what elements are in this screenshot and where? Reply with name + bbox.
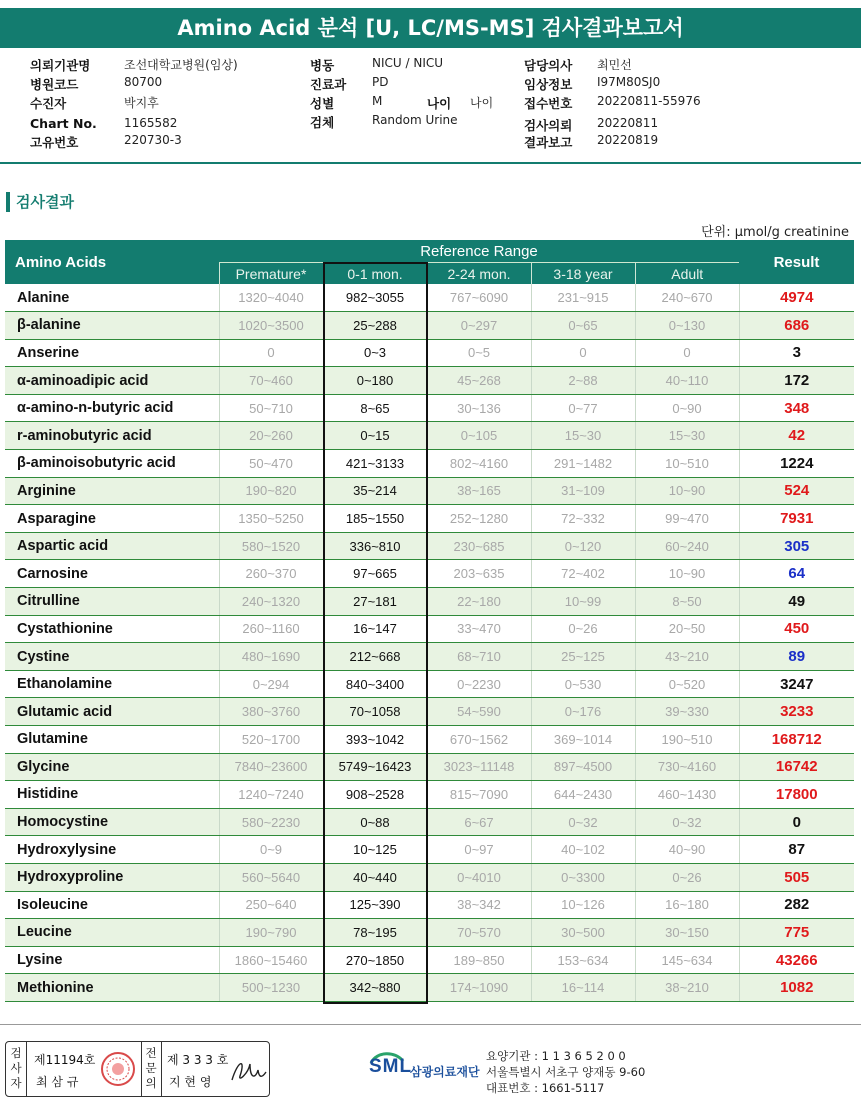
- reference-range-cell: 0~180: [323, 367, 427, 395]
- reference-range-cell: 0~176: [531, 698, 635, 726]
- amino-acid-name: Glycine: [5, 753, 219, 781]
- table-row: [5, 532, 854, 560]
- reference-range-cell: 580~2230: [219, 808, 323, 836]
- reference-range-cell: 185~1550: [323, 505, 427, 533]
- header-2-24-mon: 2-24 mon.: [427, 263, 531, 285]
- reference-range-cell: 1860~15460: [219, 946, 323, 974]
- table-row: [5, 836, 854, 864]
- reference-range-cell: 20~50: [635, 615, 739, 643]
- reference-range-cell: 500~1230: [219, 974, 323, 1002]
- reference-range-cell: 250~640: [219, 891, 323, 919]
- reference-range-cell: 50~710: [219, 394, 323, 422]
- amino-acid-name: Anserine: [5, 339, 219, 367]
- table-row: [5, 615, 854, 643]
- table-row: [5, 422, 854, 450]
- amino-acid-name: Methionine: [5, 974, 219, 1002]
- amino-acid-name: Glutamic acid: [5, 698, 219, 726]
- result-value: 7931: [739, 505, 854, 533]
- reference-range-cell: 982~3055: [323, 284, 427, 312]
- reference-range-cell: 730~4160: [635, 753, 739, 781]
- org-name: 삼광의료재단: [410, 1065, 480, 1079]
- reference-range-cell: 7840~23600: [219, 753, 323, 781]
- result-value: 42: [739, 422, 854, 450]
- reference-range-cell: 0~15: [323, 422, 427, 450]
- org-info-line: 대표번호 : 1661-5117: [486, 1081, 605, 1095]
- divider: [0, 162, 861, 164]
- amino-acid-name: Aspartic acid: [5, 532, 219, 560]
- result-value: 348: [739, 394, 854, 422]
- reference-range-cell: 0: [219, 339, 323, 367]
- table-row: [5, 284, 854, 312]
- table-row: [5, 367, 854, 395]
- reference-range-cell: 25~125: [531, 643, 635, 671]
- table-row: [5, 891, 854, 919]
- org-info-line: 요양기관 : 1 1 3 6 5 2 0 0: [486, 1049, 626, 1063]
- reference-range-cell: 252~1280: [427, 505, 531, 533]
- header-premature: Premature*: [219, 263, 323, 285]
- reference-range-cell: 0~26: [531, 615, 635, 643]
- reference-range-cell: 33~470: [427, 615, 531, 643]
- reference-range-cell: 5749~16423: [323, 753, 427, 781]
- reference-range-cell: 0~32: [635, 808, 739, 836]
- seal-icon: [100, 1051, 136, 1087]
- reference-range-cell: 174~1090: [427, 974, 531, 1002]
- reference-range-cell: 1240~7240: [219, 781, 323, 809]
- amino-acid-name: Ethanolamine: [5, 670, 219, 698]
- reference-range-cell: 25~288: [323, 312, 427, 340]
- reference-range-cell: 212~668: [323, 643, 427, 671]
- reference-range-cell: 38~165: [427, 477, 531, 505]
- reference-range-cell: 153~634: [531, 946, 635, 974]
- reference-range-cell: 1320~4040: [219, 284, 323, 312]
- reference-range-cell: 10~90: [635, 560, 739, 588]
- table-row: [5, 919, 854, 947]
- reference-range-cell: 3023~11148: [427, 753, 531, 781]
- info-value: 1165582: [124, 116, 178, 130]
- reference-range-cell: 145~634: [635, 946, 739, 974]
- result-value: 1224: [739, 450, 854, 478]
- amino-acid-name: r-aminobutyric acid: [5, 422, 219, 450]
- info-value: Random Urine: [372, 113, 458, 127]
- reference-range-cell: 0~32: [531, 808, 635, 836]
- reference-range-cell: 10~125: [323, 836, 427, 864]
- reference-range-cell: 40~90: [635, 836, 739, 864]
- patient-info: [0, 56, 861, 160]
- info-value: PD: [372, 75, 389, 89]
- reference-range-cell: 30~500: [531, 919, 635, 947]
- amino-acid-name: Homocystine: [5, 808, 219, 836]
- org-info-line: 서울특별시 서초구 양재동 9-60: [486, 1065, 646, 1079]
- result-value: 17800: [739, 781, 854, 809]
- reference-range-cell: 0~9: [219, 836, 323, 864]
- result-value: 87: [739, 836, 854, 864]
- reference-range-cell: 72~332: [531, 505, 635, 533]
- table-row: [5, 339, 854, 367]
- table-row: [5, 726, 854, 754]
- info-value: 박지후: [124, 96, 159, 110]
- inspector-name: 최 삼 규: [36, 1075, 79, 1089]
- info-label: 성별: [310, 96, 335, 111]
- reference-range-cell: 0~90: [635, 394, 739, 422]
- reference-range-cell: 336~810: [323, 532, 427, 560]
- reference-range-cell: 70~570: [427, 919, 531, 947]
- inspector-label: 검사자: [10, 1046, 22, 1090]
- info-value: 20220811-55976: [597, 94, 701, 108]
- table-row: [5, 312, 854, 340]
- reference-range-cell: 460~1430: [635, 781, 739, 809]
- reference-range-cell: 16~147: [323, 615, 427, 643]
- reference-range-cell: 16~114: [531, 974, 635, 1002]
- reference-range-cell: 1020~3500: [219, 312, 323, 340]
- reference-range-cell: 0~4010: [427, 863, 531, 891]
- reference-range-cell: 240~670: [635, 284, 739, 312]
- reference-range-cell: 0~26: [635, 863, 739, 891]
- reference-range-cell: 0~3: [323, 339, 427, 367]
- reference-range-cell: 0~65: [531, 312, 635, 340]
- result-value: 775: [739, 919, 854, 947]
- amino-acid-name: β-aminoisobutyric acid: [5, 450, 219, 478]
- reference-range-cell: 30~150: [635, 919, 739, 947]
- amino-acid-name: Hydroxyproline: [5, 863, 219, 891]
- info-label: 접수번호: [524, 96, 573, 111]
- reference-range-cell: 0~297: [427, 312, 531, 340]
- amino-acid-name: Isoleucine: [5, 891, 219, 919]
- reference-range-cell: 0~105: [427, 422, 531, 450]
- info-value: I97M80SJ0: [597, 75, 661, 89]
- reference-range-cell: 840~3400: [323, 670, 427, 698]
- table-row: [5, 808, 854, 836]
- info-label: 임상정보: [524, 77, 573, 92]
- reference-range-cell: 0~530: [531, 670, 635, 698]
- reference-range-cell: 40~102: [531, 836, 635, 864]
- reference-range-cell: 230~685: [427, 532, 531, 560]
- reference-range-cell: 393~1042: [323, 726, 427, 754]
- info-value: 220730-3: [124, 133, 182, 147]
- result-value: 686: [739, 312, 854, 340]
- amino-acid-name: Cystine: [5, 643, 219, 671]
- reference-range-cell: 189~850: [427, 946, 531, 974]
- table-row: [5, 505, 854, 533]
- reference-range-cell: 231~915: [531, 284, 635, 312]
- reference-range-cell: 369~1014: [531, 726, 635, 754]
- reference-range-cell: 10~126: [531, 891, 635, 919]
- info-label: 병동: [310, 58, 335, 73]
- table-row: [5, 974, 854, 1002]
- info-label: 검사의뢰: [524, 118, 573, 133]
- table-row: [5, 670, 854, 698]
- result-value: 172: [739, 367, 854, 395]
- info-label: 결과보고: [524, 135, 573, 150]
- info-label: 의뢰기관명: [30, 58, 91, 73]
- info-label: 검체: [310, 115, 335, 130]
- reference-range-cell: 125~390: [323, 891, 427, 919]
- reference-range-cell: 480~1690: [219, 643, 323, 671]
- result-value: 282: [739, 891, 854, 919]
- reference-range-cell: 260~1160: [219, 615, 323, 643]
- amino-acid-name: Asparagine: [5, 505, 219, 533]
- reference-range-cell: 20~260: [219, 422, 323, 450]
- header-result: Result: [739, 240, 854, 284]
- reference-range-cell: 0~77: [531, 394, 635, 422]
- unit-note: 단위: μmol/g creatinine: [701, 225, 849, 240]
- reference-range-cell: 380~3760: [219, 698, 323, 726]
- results-table: [5, 240, 854, 1002]
- report-title: Amino Acid 분석 [U, LC/MS-MS] 검사결과보고서: [0, 8, 861, 48]
- amino-acid-name: Glutamine: [5, 726, 219, 754]
- result-value: 168712: [739, 726, 854, 754]
- reference-range-cell: 0: [531, 339, 635, 367]
- reference-range-cell: 802~4160: [427, 450, 531, 478]
- result-value: 64: [739, 560, 854, 588]
- reference-range-cell: 50~470: [219, 450, 323, 478]
- amino-acid-name: Carnosine: [5, 560, 219, 588]
- reference-range-cell: 342~880: [323, 974, 427, 1002]
- reference-range-cell: 0~97: [427, 836, 531, 864]
- inspector-license: 제11194호: [34, 1053, 96, 1067]
- reference-range-cell: 0~120: [531, 532, 635, 560]
- info-label: 진료과: [310, 77, 347, 92]
- reference-range-cell: 560~5640: [219, 863, 323, 891]
- reference-range-cell: 0~130: [635, 312, 739, 340]
- table-row: [5, 698, 854, 726]
- info-value: 20220811: [597, 116, 659, 130]
- reference-range-cell: 10~99: [531, 588, 635, 616]
- header-0-1-mon: 0-1 mon.: [323, 263, 427, 285]
- result-value: 505: [739, 863, 854, 891]
- reference-range-cell: 40~440: [323, 863, 427, 891]
- reference-range-cell: 27~181: [323, 588, 427, 616]
- result-value: 89: [739, 643, 854, 671]
- physician-name: 지 현 영: [169, 1075, 212, 1089]
- reference-range-cell: 767~6090: [427, 284, 531, 312]
- reference-range-cell: 0~294: [219, 670, 323, 698]
- reference-range-cell: 38~210: [635, 974, 739, 1002]
- reference-range-cell: 60~240: [635, 532, 739, 560]
- reference-range-cell: 0~3300: [531, 863, 635, 891]
- amino-acid-name: Cystathionine: [5, 615, 219, 643]
- physician-license: 제 3 3 3 호: [167, 1053, 229, 1067]
- reference-range-cell: 16~180: [635, 891, 739, 919]
- info-label: 수진자: [30, 96, 67, 111]
- reference-range-cell: 203~635: [427, 560, 531, 588]
- amino-acid-name: β-alanine: [5, 312, 219, 340]
- amino-acid-name: Citrulline: [5, 588, 219, 616]
- info-value: NICU / NICU: [372, 56, 444, 70]
- reference-range-cell: 22~180: [427, 588, 531, 616]
- amino-acid-name: Histidine: [5, 781, 219, 809]
- info-label: 고유번호: [30, 135, 79, 150]
- result-value: 3233: [739, 698, 854, 726]
- reference-range-cell: 190~820: [219, 477, 323, 505]
- table-row: [5, 477, 854, 505]
- reference-range-cell: 15~30: [531, 422, 635, 450]
- result-value: 0: [739, 808, 854, 836]
- amino-acid-name: α-aminoadipic acid: [5, 367, 219, 395]
- result-value: 3247: [739, 670, 854, 698]
- header-amino-acids: Amino Acids: [5, 240, 219, 284]
- table-row: [5, 450, 854, 478]
- info-value: M: [372, 94, 383, 108]
- reference-range-cell: 40~110: [635, 367, 739, 395]
- reference-range-cell: 70~1058: [323, 698, 427, 726]
- reference-range-cell: 54~590: [427, 698, 531, 726]
- table-row: [5, 394, 854, 422]
- amino-acid-name: Arginine: [5, 477, 219, 505]
- table-row: [5, 781, 854, 809]
- info-value: 조선대학교병원(임상): [124, 58, 238, 72]
- reference-range-cell: 72~402: [531, 560, 635, 588]
- header-3-18-year: 3-18 year: [531, 263, 635, 285]
- amino-acid-name: Alanine: [5, 284, 219, 312]
- physician-label: 전문의: [145, 1046, 157, 1090]
- reference-range-cell: 580~1520: [219, 532, 323, 560]
- reference-range-cell: 31~109: [531, 477, 635, 505]
- amino-acid-name: Leucine: [5, 919, 219, 947]
- info-label: Chart No.: [30, 116, 97, 131]
- reference-range-cell: 99~470: [635, 505, 739, 533]
- reference-range-cell: 0~520: [635, 670, 739, 698]
- reference-range-cell: 39~330: [635, 698, 739, 726]
- result-value: 3: [739, 339, 854, 367]
- table-row: [5, 588, 854, 616]
- reference-range-cell: 815~7090: [427, 781, 531, 809]
- info-value: 최민선: [597, 58, 632, 72]
- result-value: 49: [739, 588, 854, 616]
- reference-range-cell: 240~1320: [219, 588, 323, 616]
- reference-range-cell: 8~50: [635, 588, 739, 616]
- reference-range-cell: 421~3133: [323, 450, 427, 478]
- header-adult: Adult: [635, 263, 739, 285]
- reference-range-cell: 45~268: [427, 367, 531, 395]
- reference-range-cell: 644~2430: [531, 781, 635, 809]
- reference-range-cell: 6~67: [427, 808, 531, 836]
- result-value: 43266: [739, 946, 854, 974]
- signature-box: [5, 1041, 270, 1097]
- reference-range-cell: 8~65: [323, 394, 427, 422]
- table-row: [5, 560, 854, 588]
- reference-range-cell: 97~665: [323, 560, 427, 588]
- amino-acid-name: Lysine: [5, 946, 219, 974]
- table-row: [5, 643, 854, 671]
- divider: [0, 1024, 861, 1025]
- reference-range-cell: 260~370: [219, 560, 323, 588]
- reference-range-cell: 2~88: [531, 367, 635, 395]
- reference-range-cell: 190~790: [219, 919, 323, 947]
- reference-range-cell: 10~510: [635, 450, 739, 478]
- amino-acid-name: Hydroxylysine: [5, 836, 219, 864]
- reference-range-cell: 35~214: [323, 477, 427, 505]
- reference-range-cell: 78~195: [323, 919, 427, 947]
- reference-range-cell: 30~136: [427, 394, 531, 422]
- result-value: 16742: [739, 753, 854, 781]
- reference-range-cell: 270~1850: [323, 946, 427, 974]
- reference-range-cell: 68~710: [427, 643, 531, 671]
- reference-range-cell: 670~1562: [427, 726, 531, 754]
- reference-range-cell: 908~2528: [323, 781, 427, 809]
- age-value: 나이: [470, 96, 494, 110]
- reference-range-cell: 897~4500: [531, 753, 635, 781]
- signature-icon: [228, 1054, 268, 1088]
- table-row: [5, 863, 854, 891]
- info-label: 병원코드: [30, 77, 79, 92]
- result-value: 305: [739, 532, 854, 560]
- reference-range-cell: 70~460: [219, 367, 323, 395]
- reference-range-cell: 0~5: [427, 339, 531, 367]
- reference-range-cell: 43~210: [635, 643, 739, 671]
- table-row: [5, 946, 854, 974]
- reference-range-cell: 0~2230: [427, 670, 531, 698]
- reference-range-cell: 10~90: [635, 477, 739, 505]
- sml-logo-text: SML: [369, 1056, 413, 1077]
- amino-acid-name: α-amino-n-butyric acid: [5, 394, 219, 422]
- reference-range-cell: 1350~5250: [219, 505, 323, 533]
- info-value: 80700: [124, 75, 163, 89]
- reference-range-cell: 0~88: [323, 808, 427, 836]
- result-value: 524: [739, 477, 854, 505]
- section-title: 검사결과: [6, 192, 74, 212]
- header-reference-range: Reference Range: [219, 240, 739, 263]
- reference-range-cell: 520~1700: [219, 726, 323, 754]
- reference-range-cell: 190~510: [635, 726, 739, 754]
- age-label: 나이: [427, 96, 452, 111]
- reference-range-cell: 0: [635, 339, 739, 367]
- table-row: [5, 753, 854, 781]
- result-value: 1082: [739, 974, 854, 1002]
- org-info: [486, 1048, 645, 1096]
- reference-range-cell: 38~342: [427, 891, 531, 919]
- result-value: 4974: [739, 284, 854, 312]
- info-label: 담당의사: [524, 58, 573, 73]
- result-value: 450: [739, 615, 854, 643]
- reference-range-cell: 291~1482: [531, 450, 635, 478]
- reference-range-cell: 15~30: [635, 422, 739, 450]
- info-value: 20220819: [597, 133, 659, 147]
